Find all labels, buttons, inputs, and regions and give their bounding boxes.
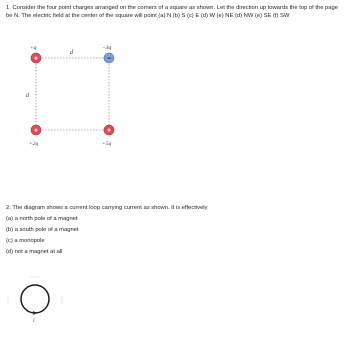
question-2-option-a: (a) a north pole of a magnet xyxy=(6,216,78,222)
question-2-option-d: (d) not a magnet at all xyxy=(6,249,63,255)
question-1-text: 1. Consider the four point charges arranged on the corners of a square as shown. Let the direction up towards the top of the page be N. The electric field at the center of the square will point (a) N (b) S (c) E (d) W (e) NE (d) NW (e) SE (f) SW xyxy=(6,5,338,19)
charge-top-right-sign: − xyxy=(106,55,112,63)
current-loop xyxy=(21,285,49,313)
current-loop-diagram xyxy=(0,260,80,340)
charge-top-left xyxy=(30,45,41,63)
charge-bottom-left-sign: + xyxy=(33,127,39,135)
question-2-option-b: (b) a south pole of a magnet xyxy=(6,227,79,233)
charge-top-left-sign: + xyxy=(33,55,39,63)
charge-bottom-left-label: +2q xyxy=(29,141,39,147)
charge-top-right xyxy=(102,45,114,63)
charge-bottom-left xyxy=(29,125,41,147)
charge-top-left-label: +q xyxy=(30,45,37,51)
question-2-option-c: (c) a monopole xyxy=(6,238,45,244)
question-2-text: 2. The diagram shows a current loop carrying current as shown. It is effectively xyxy=(6,205,208,211)
charge-bottom-right-sign: + xyxy=(106,127,112,135)
side-label-top: d xyxy=(70,50,73,56)
charge-bottom-right-label: +5q xyxy=(102,141,112,147)
side-label-left: d xyxy=(26,93,29,99)
current-label: I xyxy=(33,319,35,324)
charge-top-right-label: −3q xyxy=(102,45,112,51)
charge-bottom-right xyxy=(102,125,114,147)
